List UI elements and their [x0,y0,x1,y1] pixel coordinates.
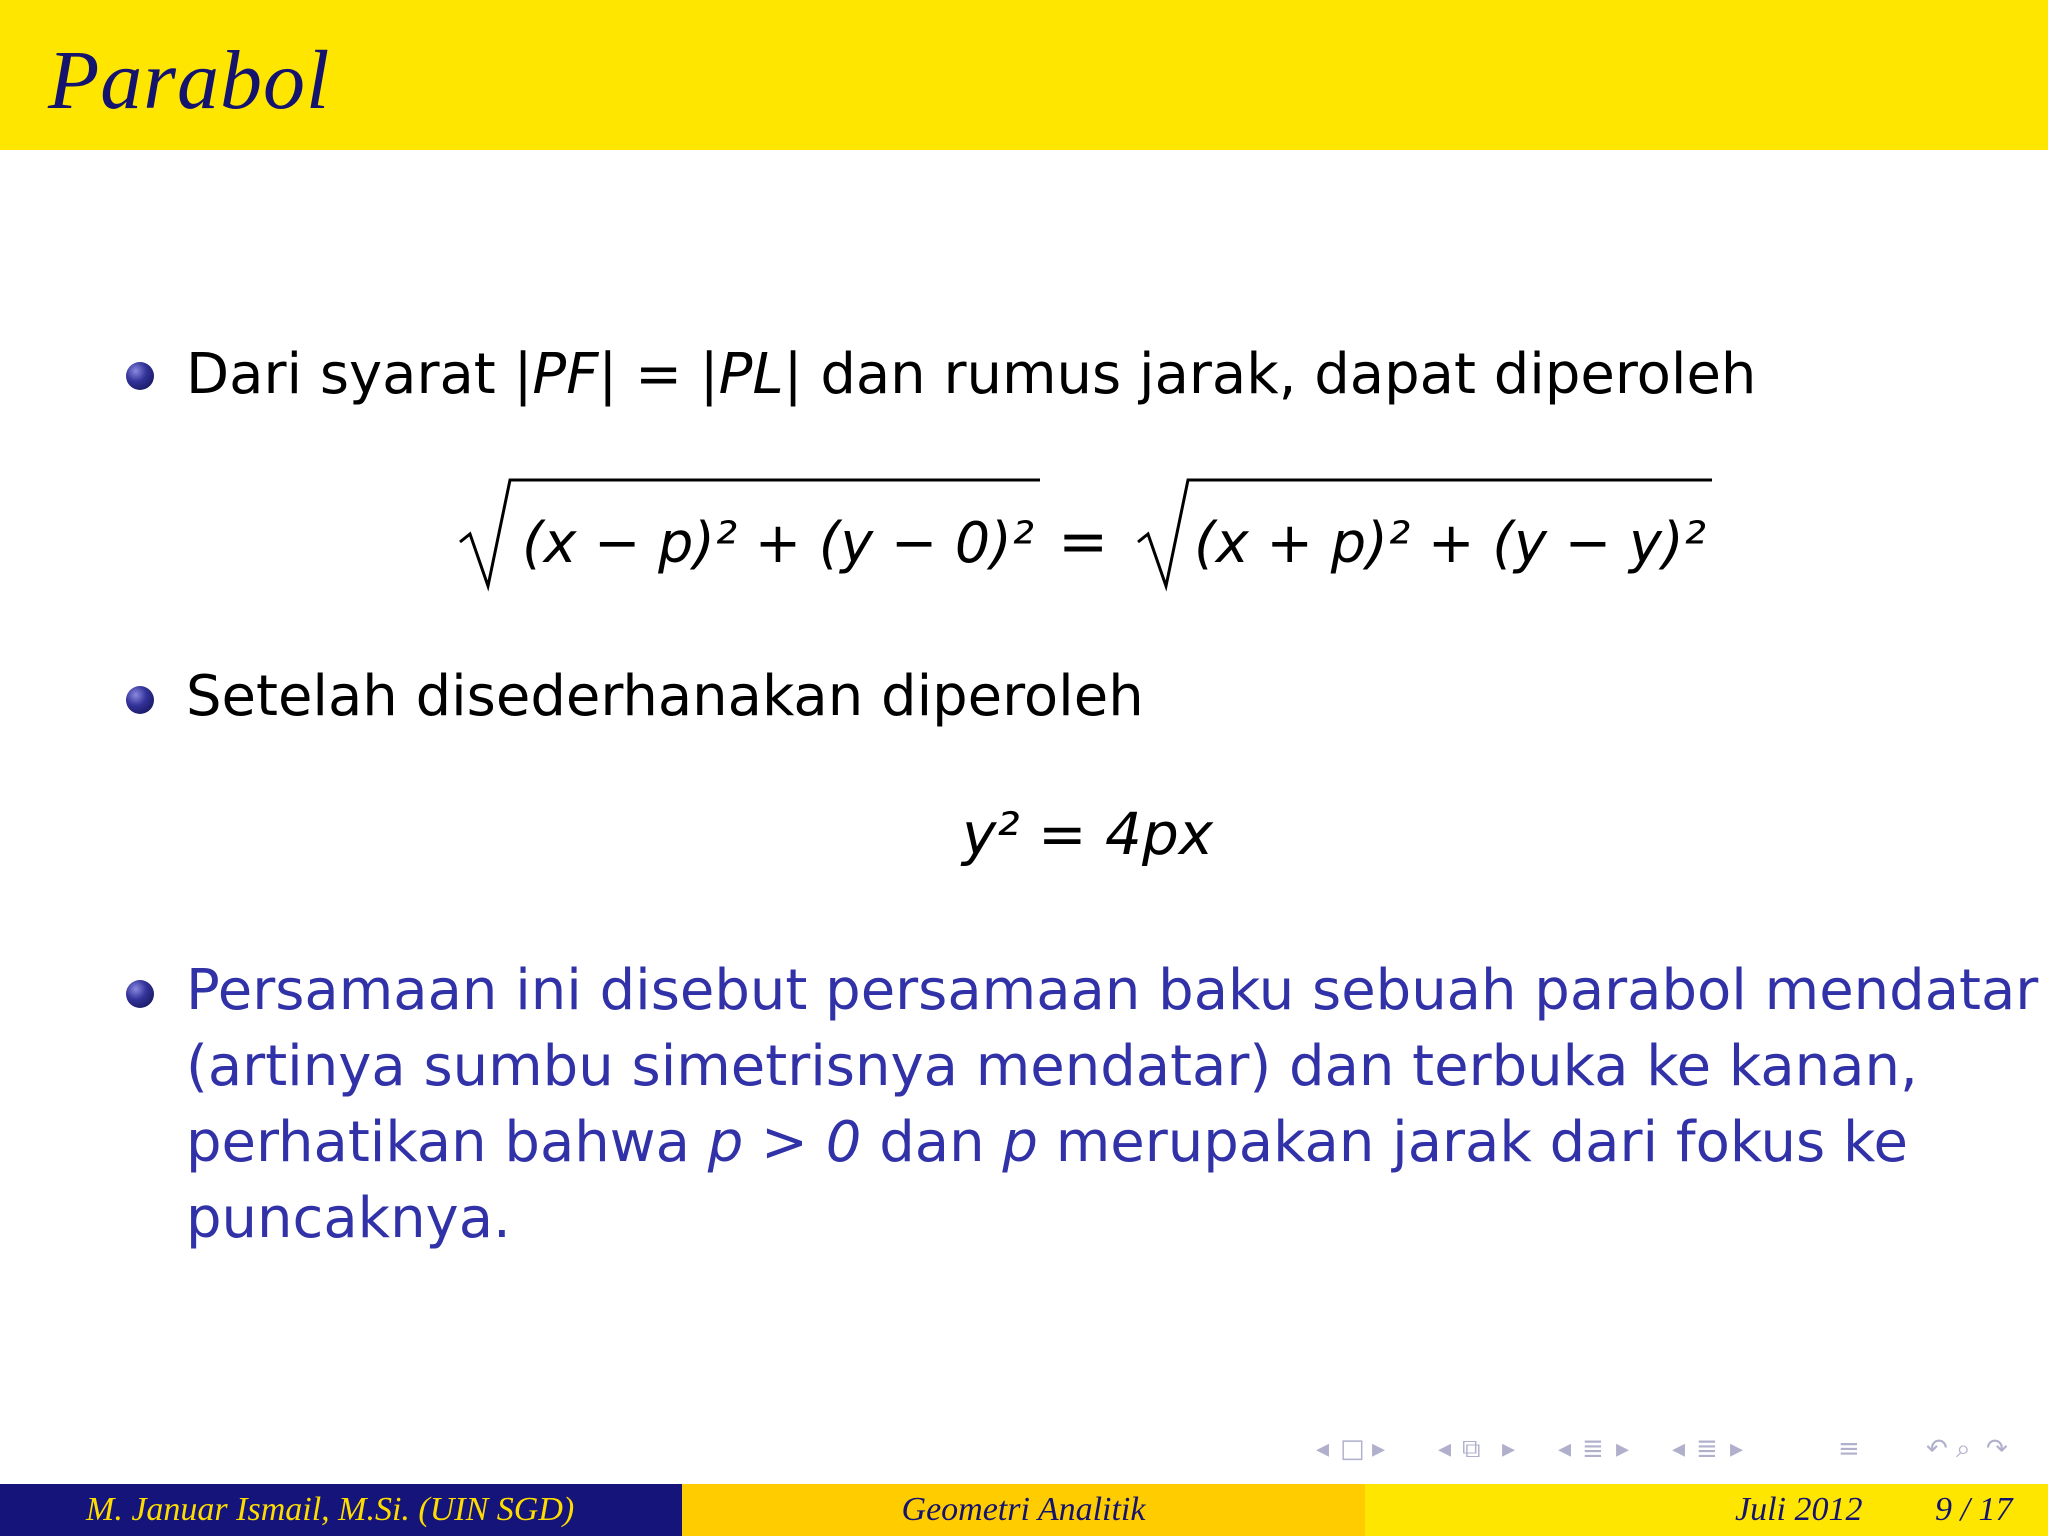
slide-title: Parabol [48,34,331,127]
prev-icon[interactable]: ◂ [1672,1434,1686,1464]
condition-math: |PF| = |PL| [513,342,803,407]
equation-1-svg [458,470,1718,600]
next-section-icon[interactable]: ▸ [1616,1434,1630,1464]
bullet-2-text: Setelah disederhanakan diperoleh [186,664,1144,729]
bullet-3-line-3 [186,1110,1908,1175]
footer [0,1484,2048,1536]
menu-icon[interactable]: ≡ [1838,1434,1860,1464]
bullet-1-before: Dari syarat [186,342,514,407]
navigation-bar [1310,1434,2030,1470]
footer-page-number: 9 / 17 [1935,1491,2013,1528]
bullet-icon [126,686,154,714]
next-icon[interactable]: ▸ [1730,1434,1744,1464]
search-icon[interactable]: ⌕ [1956,1434,1971,1464]
line-3-after: merupakan jarak dari fokus ke [1037,1110,1908,1175]
next-subsection-icon[interactable]: ▸ [1502,1434,1516,1464]
standard-parabola-equation: y² = 4px [962,800,1214,868]
next-frame-icon[interactable]: ▸ [1372,1434,1386,1464]
redo-icon[interactable]: ↷ [1986,1434,2008,1464]
equation-1-equals: = [1058,507,1109,577]
bullet-3-line-1: Persamaan ini disebut persamaan baku sebuah parabol mendatar [186,958,2039,1023]
footer-info-panel [1365,1484,2048,1536]
subsection-icon[interactable]: ⧉ [1462,1434,1481,1464]
bullet-icon [126,362,154,390]
footer-course-panel [682,1484,1365,1536]
frame-icon[interactable]: □ [1340,1434,1365,1464]
bullet-1-after: dan rumus jarak, dapat diperoleh [802,342,1757,407]
bullet-icon [126,980,154,1008]
bullet-3-line-2: (artinya sumbu simetrisnya mendatar) dan terbuka ke kanan, [186,1034,1918,1099]
line-3-before: perhatikan bahwa [186,1110,708,1175]
bullet-1-text [186,342,1756,407]
footer-date: Juli 2012 [1735,1491,1863,1528]
prev-section-icon[interactable]: ◂ [1558,1434,1572,1464]
align-icon[interactable]: ≣ [1696,1434,1718,1464]
footer-course: Geometri Analitik [901,1491,1146,1528]
footer-author-panel [0,1484,682,1536]
undo-icon[interactable]: ↶ [1926,1434,1948,1464]
line-3-math-2: p [1002,1110,1038,1175]
bullet-3-line-4: puncaknya. [186,1186,511,1251]
prev-frame-icon[interactable]: ◂ [1316,1434,1330,1464]
section-icon[interactable]: ≣ [1582,1434,1604,1464]
distance-equation [458,470,1718,604]
line-3-math-1: p > 0 [707,1110,862,1175]
equation-1-right: (x + p)² + (y − y)² [1194,511,1706,576]
prev-subsection-icon[interactable]: ◂ [1438,1434,1452,1464]
slide-header [0,0,2048,150]
line-3-mid: dan [861,1110,1003,1175]
equation-1-left: (x − p)² + (y − 0)² [522,511,1034,576]
footer-author: M. Januar Ismail, M.Si. (UIN SGD) [86,1491,575,1528]
